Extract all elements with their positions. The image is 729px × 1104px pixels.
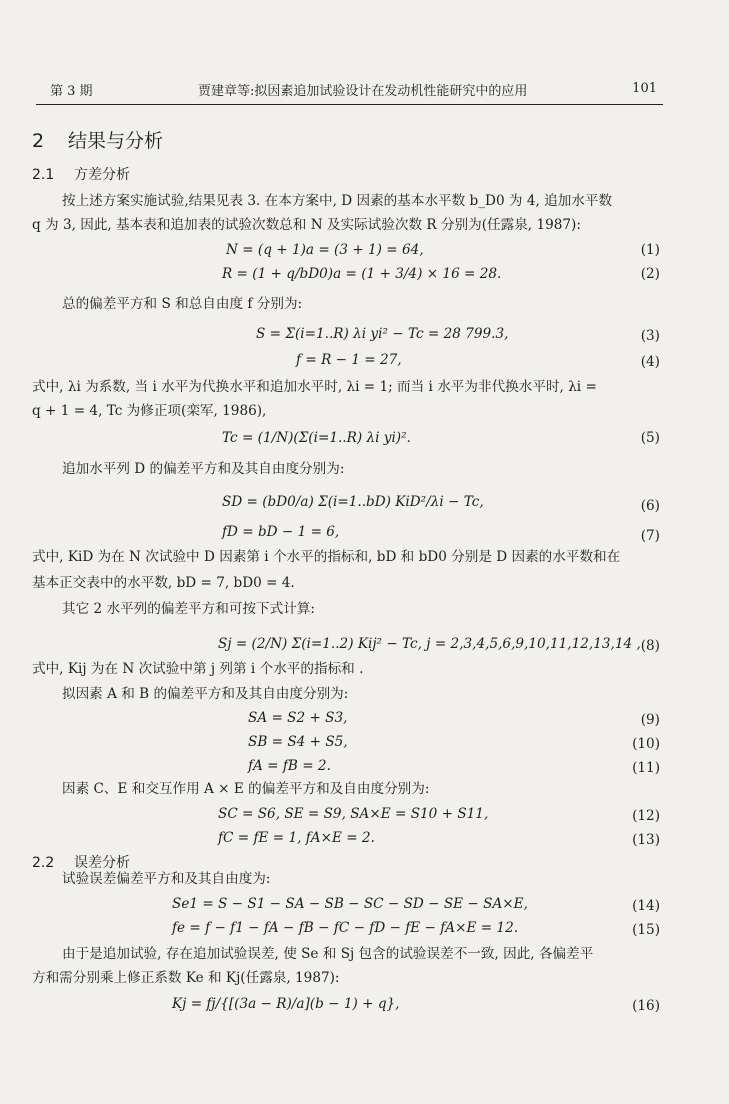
subsection-title: 误差分析 (74, 855, 130, 871)
subsection-number: 2.2 (32, 855, 55, 871)
section-number: 2 (32, 130, 45, 152)
paragraph-line: 追加水平列 D 的偏差平方和及其自由度分别为: (62, 461, 345, 477)
paragraph-line: 由于是追加试验, 存在追加试验误差, 使 Se 和 Sj 包含的试验误差不一致, 因此, 各偏差平 (62, 946, 594, 962)
equation: SA = S2 + S3, (248, 710, 348, 726)
paragraph-line: 式中, Kij 为在 N 次试验中第 j 列第 i 个水平的指标和 . (32, 661, 364, 677)
equation-number: (1) (640, 242, 660, 258)
equation-number: (7) (640, 528, 660, 544)
equation: fA = fB = 2. (248, 758, 331, 774)
equation-number: (13) (632, 832, 660, 848)
paragraph-line: 拟因素 A 和 B 的偏差平方和及其自由度分别为: (62, 686, 349, 702)
paragraph-line: 试验误差偏差平方和及其自由度为: (62, 871, 271, 887)
equation: fe = f − f1 − fA − fB − fC − fD − fE − fA×E = 12. (172, 920, 519, 936)
equation: R = (1 + q/bD0)a = (1 + 3/4) × 16 = 28. (222, 266, 502, 282)
equation-number: (2) (640, 266, 660, 282)
subsection-number: 2.1 (32, 167, 55, 183)
equation-number: (9) (640, 712, 660, 728)
section-heading (32, 126, 163, 153)
section-title: 结果与分析 (68, 130, 164, 152)
equation-number: (11) (632, 760, 660, 776)
paragraph-line: 总的偏差平方和 S 和总自由度 f 分别为: (62, 296, 303, 312)
paragraph-line: 基本正交表中的水平数, bD = 7, bD0 = 4. (32, 575, 295, 591)
equation: Tc = (1/N)(Σ(i=1..R) λi yi)². (222, 430, 411, 446)
running-header (36, 78, 663, 105)
equation: fC = fE = 1, fA×E = 2. (218, 830, 375, 846)
equation-number: (6) (640, 498, 660, 514)
issue-label: 第 3 期 (50, 84, 93, 99)
paragraph-line: q 为 3, 因此, 基本表和追加表的试验次数总和 N 及实际试验次数 R 分别为(任露泉, 1987): (32, 217, 581, 233)
equation: SD = (bD0/a) Σ(i=1..bD) KiD²/λi − Tc, (222, 494, 484, 510)
equation: Kj = fj/{[(3a − R)/a](b − 1) + q}, (172, 996, 400, 1012)
subsection-title: 方差分析 (74, 167, 130, 183)
equation: Sj = (2/N) Σ(i=1..2) Kij² − Tc, j = 2,3,4,5,6,9,10,11,12,13,14 , (218, 636, 641, 652)
subsection-heading-1 (32, 164, 130, 184)
equation: SB = S4 + S5, (248, 734, 348, 750)
running-title: 贾建章等:拟因素追加试验设计在发动机性能研究中的应用 (198, 84, 528, 99)
equation-number: (3) (640, 328, 660, 344)
page-number: 101 (632, 81, 657, 96)
equation-number: (15) (632, 922, 660, 938)
equation: N = (q + 1)a = (3 + 1) = 64, (226, 242, 424, 258)
equation: f = R − 1 = 27, (296, 352, 402, 368)
equation-number: (10) (632, 736, 660, 752)
paragraph-line: 式中, KiD 为在 N 次试验中 D 因素第 i 个水平的指标和, bD 和 bD0 分别是 D 因素的水平数和在 (32, 549, 621, 565)
equation-number: (14) (632, 898, 660, 914)
equation-number: (16) (632, 998, 660, 1014)
equation-number: (4) (640, 354, 660, 370)
equation: fD = bD − 1 = 6, (222, 524, 340, 540)
paragraph-line: 因素 C、E 和交互作用 A × E 的偏差平方和及自由度分别为: (62, 781, 430, 797)
paragraph-line: 按上述方案实施试验,结果见表 3. 在本方案中, D 因素的基本水平数 b_D0 为 4, 追加水平数 (62, 193, 613, 209)
equation-number: (5) (640, 430, 660, 446)
paragraph-line: 式中, λi 为系数, 当 i 水平为代换水平和追加水平时, λi = 1; 而当 i 水平为非代换水平时, λi = (32, 379, 597, 395)
equation-number: (8) (640, 638, 660, 654)
equation: SC = S6, SE = S9, SA×E = S10 + S11, (218, 806, 489, 822)
paragraph-line: q + 1 = 4, Tc 为修正项(栾军, 1986), (32, 403, 267, 419)
subsection-heading-2 (32, 852, 130, 872)
paragraph-line: 方和需分别乘上修正系数 Ke 和 Kj(任露泉, 1987): (32, 970, 340, 986)
paragraph-line: 其它 2 水平列的偏差平方和可按下式计算: (62, 601, 315, 617)
equation: S = Σ(i=1..R) λi yi² − Tc = 28 799.3, (256, 326, 509, 342)
equation: Se1 = S − S1 − SA − SB − SC − SD − SE − SA×E, (172, 896, 528, 912)
equation-number: (12) (632, 808, 660, 824)
